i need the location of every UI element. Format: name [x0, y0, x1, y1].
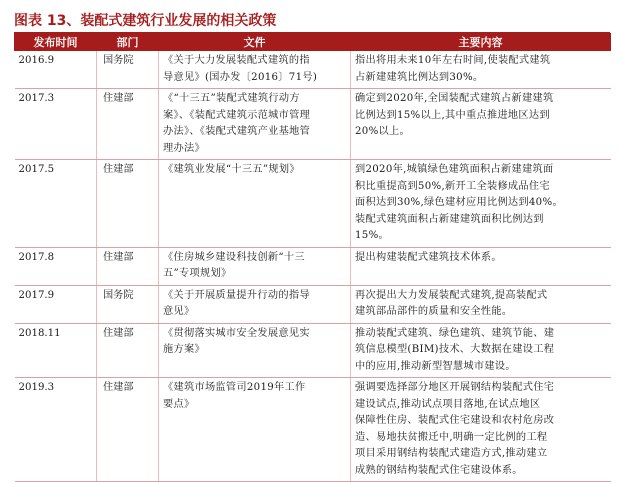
cell-department: 国务院 — [97, 51, 159, 89]
title-bar — [14, 6, 610, 34]
content-line: 筑信息模型(BIM)技术、大数据在建设工程 — [355, 344, 555, 355]
table-row — [15, 247, 611, 285]
cell-document — [159, 51, 351, 89]
document-line: 《关于大力发展装配式建筑的指 — [163, 55, 310, 66]
cell-content — [351, 247, 611, 285]
cell-department: 住建部 — [97, 323, 159, 378]
cell-department: 住建部 — [97, 89, 159, 160]
cell-content — [351, 160, 611, 248]
header-date: 发布时间 — [15, 34, 97, 51]
content-line: 确定到2020年,全国装配式建筑占新建建筑 — [355, 93, 554, 104]
content-line: 占新建建筑比例达到30%。 — [355, 71, 484, 83]
content-line: 到2020年,城镇绿色建筑面积占新建建筑面 — [355, 164, 554, 175]
table-row — [15, 160, 611, 248]
content-line: 造、易地扶贫搬迁中,明确一定比例的工程 — [355, 431, 548, 443]
content-line: 建设试点,推动试点项目落地,在试点地区 — [355, 398, 541, 410]
content-line: 推动装配式建筑、绿色建筑、建筑节能、建 — [355, 327, 555, 339]
document-line: 《住房城乡建设科技创新“十三 — [163, 251, 305, 263]
cell-content — [351, 323, 611, 378]
cell-department: 住建部 — [97, 247, 159, 285]
table-row — [15, 378, 611, 482]
table-header-row — [15, 34, 611, 51]
cell-document — [159, 247, 351, 285]
cell-document — [159, 160, 351, 248]
document-line: 施方案》 — [163, 344, 205, 355]
table-row — [15, 89, 611, 160]
content-line: 15%。 — [355, 230, 390, 241]
cell-document — [159, 89, 351, 160]
policy-table-container — [14, 33, 610, 482]
cell-date: 2017.8 — [15, 247, 97, 285]
table-body — [15, 51, 611, 482]
content-line: 强调要选择部分地区开展钢结构装配式住宅 — [355, 382, 555, 393]
table-row — [15, 323, 611, 378]
cell-date: 2017.5 — [15, 160, 97, 248]
cell-document — [159, 378, 351, 482]
cell-content — [351, 51, 611, 89]
document-line: 《“十三五”装配式建筑行动方 — [163, 93, 300, 104]
document-line: 意见》 — [163, 306, 195, 317]
content-line: 保障性住房、装配式住宅建设和农村危房改 — [355, 415, 555, 426]
content-line: 建筑部品部件的质量和安全性能。 — [355, 306, 513, 317]
content-line: 提出构建装配式建筑技术体系。 — [355, 251, 502, 263]
document-line: 理办法》 — [163, 142, 205, 154]
content-line: 面积达到30%,绿色建材应用比例达到40%。 — [355, 197, 563, 208]
document-line: 导意见》(国办发〔2016〕71号) — [163, 71, 318, 83]
cell-content — [351, 378, 611, 482]
content-line: 积比重提高到50%,新开工全装修成品住宅 — [355, 180, 550, 192]
document-line: 《建筑市场监管司2019年工作 — [163, 382, 306, 393]
cell-department: 住建部 — [97, 160, 159, 248]
content-line: 中的应用,推动新型智慧城市建设。 — [355, 360, 516, 372]
cell-date: 2018.11 — [15, 323, 97, 378]
table-row — [15, 51, 611, 89]
document-line: 要点》 — [163, 398, 195, 410]
cell-date: 2017.3 — [15, 89, 97, 160]
document-line: 案》、《装配式建筑示范城市管理 — [163, 109, 311, 121]
document-line: 《建筑业发展“十三五”规划》 — [163, 164, 300, 175]
content-line: 20%以上。 — [355, 126, 411, 137]
cell-document — [159, 323, 351, 378]
table-row — [15, 285, 611, 323]
header-content: 主要内容 — [351, 34, 611, 51]
cell-department: 住建部 — [97, 378, 159, 482]
content-line: 装配式建筑面积占新建建筑面积比例达到 — [355, 213, 544, 225]
content-line: 再次提出大力发展装配式建筑,提高装配式 — [355, 289, 548, 301]
content-line: 成熟的钢结构装配式住宅建设体系。 — [355, 464, 523, 476]
header-department: 部门 — [97, 34, 159, 51]
header-document: 文件 — [159, 34, 351, 51]
content-line: 比例达到15%以上,其中重点推进地区达到 — [355, 109, 550, 121]
document-line: 五”专项规划》 — [163, 268, 232, 279]
content-line: 项目采用钢结构装配式建造方式,推动建立 — [355, 448, 548, 459]
cell-date: 2017.9 — [15, 285, 97, 323]
content-line: 指出将用未来10年左右时间,使装配式建筑 — [355, 55, 551, 66]
document-line: 《贯彻落实城市安全发展意见实 — [163, 327, 310, 339]
document-line: 《关于开展质量提升行动的指导 — [163, 289, 310, 301]
cell-date: 2016.9 — [15, 51, 97, 89]
cell-date: 2019.3 — [15, 378, 97, 482]
cell-document — [159, 285, 351, 323]
document-line: 办法》、《装配式建筑产业基地管 — [163, 126, 311, 137]
cell-content — [351, 285, 611, 323]
cell-department: 国务院 — [97, 285, 159, 323]
policy-table — [14, 33, 611, 482]
cell-content — [351, 89, 611, 160]
figure-title: 图表 13、装配式建筑行业发展的相关政策 — [14, 13, 277, 29]
